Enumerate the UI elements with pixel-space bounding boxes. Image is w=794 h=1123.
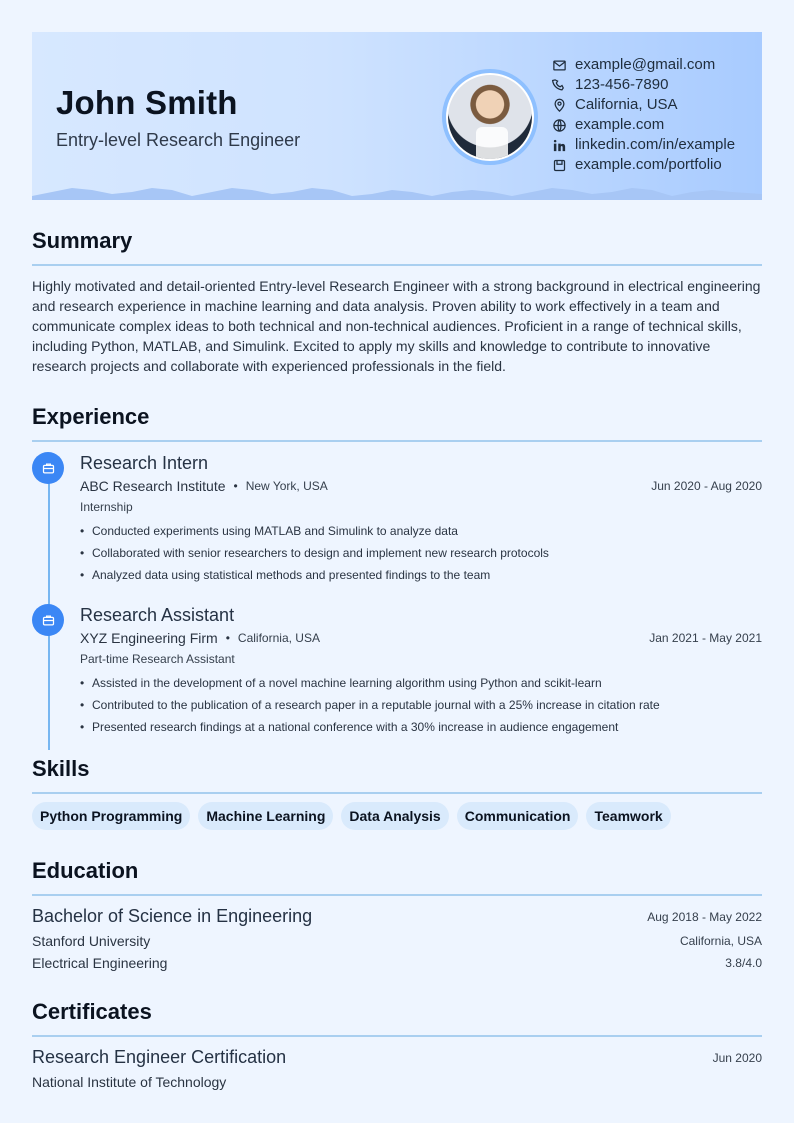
job-dates: Jan 2021 - May 2021 <box>649 631 762 645</box>
certificate-title: Research Engineer Certification <box>32 1047 287 1067</box>
contact-website-text: example.com <box>575 116 665 133</box>
skills-rule <box>32 792 762 794</box>
portfolio-icon <box>552 158 567 173</box>
certificate-issuer: National Institute of Technology <box>32 1074 227 1090</box>
certificate-issuer-row <box>32 1074 762 1090</box>
separator-dot: • <box>233 479 238 493</box>
experience-rule <box>32 440 762 442</box>
education-dates: Aug 2018 - May 2022 <box>647 909 762 924</box>
job-title: Research Assistant <box>80 605 235 625</box>
education-row-degree <box>32 906 762 927</box>
education-degree: Bachelor of Science in Engineering <box>32 906 313 926</box>
job-org <box>80 478 328 494</box>
certificates-heading: Certificates <box>32 999 152 1024</box>
contact-website[interactable] <box>552 115 752 135</box>
profile-photo-shirt <box>476 127 508 161</box>
contact-portfolio[interactable] <box>552 155 752 175</box>
job-bullet: • Assisted in the development of a novel machine learning algorithm using Python and scikit-learn <box>92 672 762 694</box>
contact-email[interactable] <box>552 55 752 75</box>
briefcase-icon <box>32 452 64 484</box>
summary-text: Highly motivated and detail-oriented Entry-level Research Engineer with a strong background in electrical engineering and research experience in machine learning and data analysis. Proven ability to work effectively in a team and communicate complex ideas to both technical and non-technical audiences. Proficient in a range of technical skills, including Python, MATLAB, and Simulink. Excited to apply my skills and knowledge to contribute to innovative research projects and collaborate with experienced professionals in the field. <box>32 278 761 374</box>
education-location: California, USA <box>679 934 762 948</box>
contact-phone[interactable] <box>552 75 752 95</box>
education-field: Electrical Engineering <box>32 955 168 971</box>
skills-list <box>32 802 762 830</box>
separator-dot: • <box>225 631 230 645</box>
education-rule <box>32 894 762 896</box>
job-dates: Jun 2020 - Aug 2020 <box>651 479 762 493</box>
profile-photo-ring <box>442 69 538 165</box>
contact-portfolio-text: example.com/portfolio <box>575 156 722 173</box>
job-bullet: • Presented research findings at a national conference with a 30% increase in audience engagement <box>92 716 762 738</box>
contact-email-text: example@gmail.com <box>575 56 716 73</box>
job-bullet: • Analyzed data using statistical methods and presented findings to the team <box>92 564 762 586</box>
job-location: New York, USA <box>245 479 328 493</box>
contact-location-text: California, USA <box>575 96 678 113</box>
certificates-rule <box>32 1035 762 1037</box>
skill-chip: Teamwork <box>586 802 670 830</box>
job-bullet: • Collaborated with senior researchers to design and implement new research protocols <box>92 542 762 564</box>
section-skills <box>32 756 762 830</box>
experience-heading: Experience <box>32 404 150 429</box>
job-item <box>80 604 762 738</box>
skill-chip: Machine Learning <box>198 802 333 830</box>
job-bullets <box>80 520 762 586</box>
section-education <box>32 858 762 971</box>
education-heading: Education <box>32 858 139 883</box>
job-type: Internship <box>80 500 133 514</box>
candidate-name: John Smith <box>56 84 238 121</box>
contact-linkedin-text: linkedin.com/in/example <box>575 136 736 153</box>
summary-rule <box>32 264 762 266</box>
education-gpa: 3.8/4.0 <box>725 956 762 970</box>
job-bullet: • Conducted experiments using MATLAB and Simulink to analyze data <box>92 520 762 542</box>
job-bullets <box>80 672 762 738</box>
candidate-title: Entry-level Research Engineer <box>56 130 301 150</box>
skill-chip: Data Analysis <box>341 802 448 830</box>
skills-heading: Skills <box>32 756 90 781</box>
skill-chip: Python Programming <box>32 802 190 830</box>
header-wave <box>32 182 762 200</box>
job-org <box>80 630 320 646</box>
section-certificates <box>32 999 762 1090</box>
experience-timeline <box>32 452 762 738</box>
job-company: ABC Research Institute <box>80 478 226 494</box>
job-bullet: • Contributed to the publication of a research paper in a reputable journal with a 25% increase in citation rate <box>92 694 762 716</box>
phone-icon <box>552 78 567 93</box>
contact-linkedin[interactable] <box>552 135 752 155</box>
education-row-field <box>32 955 762 971</box>
profile-photo <box>446 73 534 161</box>
job-line <box>80 630 762 646</box>
certificate-row <box>32 1047 762 1068</box>
section-summary <box>32 228 762 376</box>
job-item <box>80 452 762 586</box>
contact-phone-text: 123-456-7890 <box>575 76 669 93</box>
linkedin-icon <box>552 138 567 153</box>
education-school: Stanford University <box>32 933 151 949</box>
location-icon <box>552 98 567 113</box>
education-row-school <box>32 933 762 949</box>
contact-location <box>552 95 752 115</box>
skill-chip: Communication <box>457 802 579 830</box>
job-location: California, USA <box>237 631 320 645</box>
certificate-date: Jun 2020 <box>712 1050 762 1065</box>
job-company: XYZ Engineering Firm <box>80 630 218 646</box>
contact-list <box>552 55 752 175</box>
job-type: Part-time Research Assistant <box>80 652 235 666</box>
briefcase-icon <box>32 604 64 636</box>
section-experience <box>32 404 762 738</box>
job-line <box>80 478 762 494</box>
job-title: Research Intern <box>80 453 209 473</box>
globe-icon <box>552 118 567 133</box>
summary-heading: Summary <box>32 228 133 253</box>
mail-icon <box>552 58 567 73</box>
resume-header <box>32 32 762 200</box>
